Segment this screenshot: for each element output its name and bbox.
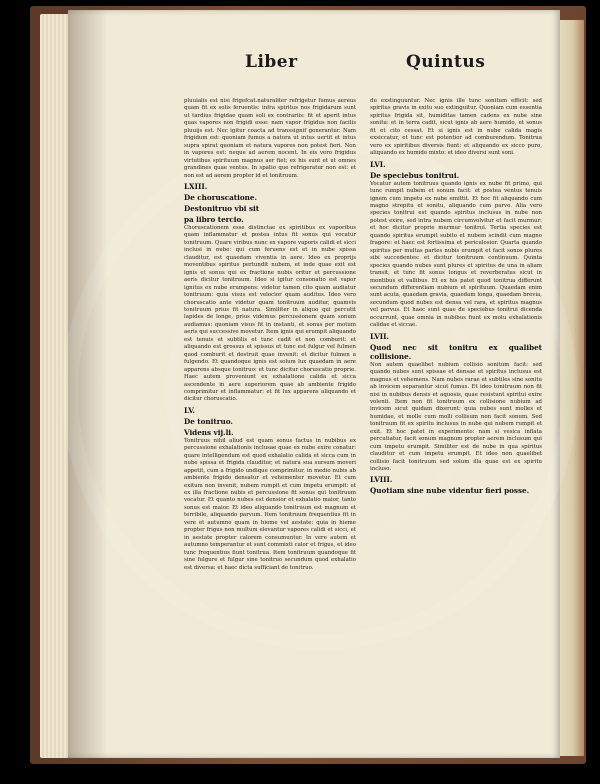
section-heading: Destonitruo vbi sit (184, 203, 260, 213)
section-heading: Quotiam sine nube videntur fieri posse. (370, 486, 530, 496)
section-heading: De speciebus tonitrui. (370, 170, 460, 180)
section-number: LVI. (370, 159, 386, 169)
paragraph: du exstinguuntur. Nec ignis ille tunc sonitum efficit: sed spiritus gravis in exitu suo extinguitur. Quoniam cum essentia spiritus frigida sit, humiditas tamen cadens ex nube sine sonitu: et in terra cadit, sicut ignis ab aere humido, et sonus fit et cito cessat. Et si ignis est in nube calida magis exsiccatur, et tunc est potentior ad comburendum. Tonitrua vero ex spiritibus diversis fiunt: et aliquando ex sicco puro, aliquando ex humido mixto: et ideo diversi sunt soni. (370, 98, 542, 157)
page-edges-right (556, 20, 584, 756)
paragraph: pluuialis est nisi frigefcat.naturaliter refrigetur fumus aereus quam fit ex solis feruentis: infra spiritus nos frigidarum sunt ut tardius frigidae quam soli ex contrariis: fit et aperit intus quas vapores non frigidi esse: nam vapor frigidus non facilis pluuijs est. Nec igitur coacta ad transsignif generantur. Nam frigidum est: quoniam fumus a natura ut intus uertit et intus supra spirat quoniam et natura vapores non potest fieri. Non in vapores est: neque ad aerem nocent. In eis vero frigidus virtutibus spirituum magnus aer fiet; ex his sunt et ut omnes grandines quae ventus. In spatio que refrigeratur non est: et non est ad aerem propter id et tonitruum. (184, 98, 356, 179)
section-heading: pa libro tercio. (184, 214, 244, 224)
paragraph: Vocatur autem tonitruus quando ignis ex nube fit primo, qui tunc rumpit nubem et sonum facit: et postea ventus tenuis ignem cum impetu ex nube emittit. Et hoc fit aliquando cum magno strepitu et sonitu, aliquando cum parvo. Alia vero species tonitrui est quando spiritus inclusus in nube non potest exire, sed intra nubem circumvolvitur et facit murmur: et hoc dicitur proprie murmur tonitrui. Tertia species est quando spiritus erumpit subito et nubem scindit cum magno fragore: et haec est fortissima et periculosior. Quarta quando spiritus per multas partes nubis erumpit et facit sonos plures sibi succedentes: et dicitur tonitruum continuum. Quinta species quando nubes sunt plures et spiritus de una in aliam transit, et tunc fit sonus longus et reverberatus sicut in montibus et vallibus. Et ex his patet quod tonitrua differunt secundum differentiam nubium et spirituum. Quaedam enim sunt acuta, quaedam gravia, quaedam longa, quaedam brevia, secundum quod nubes est densa vel rara, et spiritus magnus vel parvus. Et haec sunt quae de speciebus tonitrui dicenda occurrunt, quae omnia in nubibus fiunt ex motu exhalationis calidae et siccae. (370, 180, 542, 329)
paragraph: Choruscationem esse distinctae ex spiritibus ex vaporibus quam inflammatur et postea intus fit sonus qui vocatur tonitruum. Quare viribus nunc ex vapore vaporis calidi et sicci inclusi in nube: qui cum feruens est et in nube spissa clauditur, est quaedam viventia in aere. Ideo ex proprijs moventibus spiritus pertundit nubem, et inde quae exit est ignis et sonus qui ex fractione nubis oritur et percussione aeris dicitur tonitruum. Ideo si igitur consonatio est vapor ignitus ex nube erumpens: videtur tamen cito quam audiatur tonitruum: quia visus est velocior quam auditus. Ideo vero choruscatio ante videtur quam tonitruum auditur, quamvis tonitruum prius fit natura. Similiter in aliquo qui percutit lapides de longe, prius videmus percussionem quam sonum audiamus: quoniam visus fit in instanti, et sonus per motum aeris qui successive movetur. Item ignis qui erumpit aliquando est tenuis et subtilis et tunc cadit et non comburit: et aliquando est grossus et spissus et tunc est fulgur vel fulmen quod comburit et destruit quae invenit: et dicitur fulmen a fulgendo. Et quandoque ignis est solum lux quaedam in aere apparens absque tonitruo: et tunc dicitur choruscatio proprie. Haec autem proveniunt ex exhalatione calida et sicca ascendente in aere superiorem quae ab ambiente frigido comprimitur et inflammatur: et fit lux apparens aliquando et dicitur choruscatio. (184, 224, 356, 403)
running-head-right: Quintus (406, 52, 486, 72)
section-number: LXIII. (184, 181, 208, 191)
section-heading: Videns vij.li. (184, 427, 234, 437)
section-heading: Quod nec sit tonitru ex qualibet collisione. (370, 342, 542, 361)
text-column-left (184, 98, 356, 743)
paragraph: Non autem quaelibet nubium collisio sonitum facit: sed quando nubes sunt spissae et densae et spiritus inclusus est magnus et vehemens. Nam nubes rarae et subtiles sine sonitu ab invicem separantur sicut fumus. Et ideo tonitruum non fit nisi in nubibus densis et aquosis, quae resistunt spiritui exire volenti. Item non fit tonitruum ex collisione nubium ad invicem sicut quidam dixerunt: quia nubes sunt molles et humidae, et molle cum molli collisum non facit sonum. Sed tonitruum fit ex spiritu inclusus in nube qui nubem rumpit et exit. Et hoc patet in experimento: nam si vesica inflata percutiatur, facit sonum magnum propter aerem inclusum qui cum impetu erumpit. Similiter est de nube in qua spiritus clauditur et cum impetu erumpit. Et ideo non quaelibet collisio facit tonitruum sed solum illa quae est ex spiritu incluso. (370, 361, 542, 473)
gutter-shadow (68, 10, 108, 758)
text-column-right (370, 98, 542, 726)
paragraph: Tonitruus nihil aliud est quam sonus factus in nubibus ex percussione exhalationis inclusae quae ex nube exire conatur: quare intelligendum est quod exhalatio calida et sicca cum in nube spissa et frigida clauditur, et natura sua sursum moveri appetit, cum a frigido undique comprimitur, in medio nubis ab ambiente frigido densatur et vehementer movetur. Et cum exitum non invenit, nubem rumpit et cum impetu erumpit: et ex illa fractione nubis et percussione fit sonus qui tonitruum vocatur. Et quanto nubes est densior et exhalatio maior, tanto sonus est maior. Et ideo aliquando tonitruum est magnum et terribile, aliquando parvum. Item tonitruum frequentius fit in vere et autumno quam in hieme vel aestate: quia in hieme propter frigus non multum elevantur vapores calidi et sicci, et in aestate propter calorem consumuntur. In vere autem et autumno temperantur et sunt commixti calor et frigus, et ideo tunc frequentius fiunt tonitrua. Item tonitruum quandoque fit sine fulgure et fulgur sine tonitruo secundum quod exhalatio est diversa: et haec dicta sufficiant de tonitruo. (184, 437, 356, 571)
section-number: LVIII. (370, 475, 393, 485)
running-head-left: Liber (245, 52, 298, 72)
section-number: LV. (184, 405, 196, 415)
section-number: LVII. (370, 331, 390, 341)
section-heading: De tonitruo. (184, 416, 233, 426)
section-heading: De choruscatione. (184, 192, 257, 202)
